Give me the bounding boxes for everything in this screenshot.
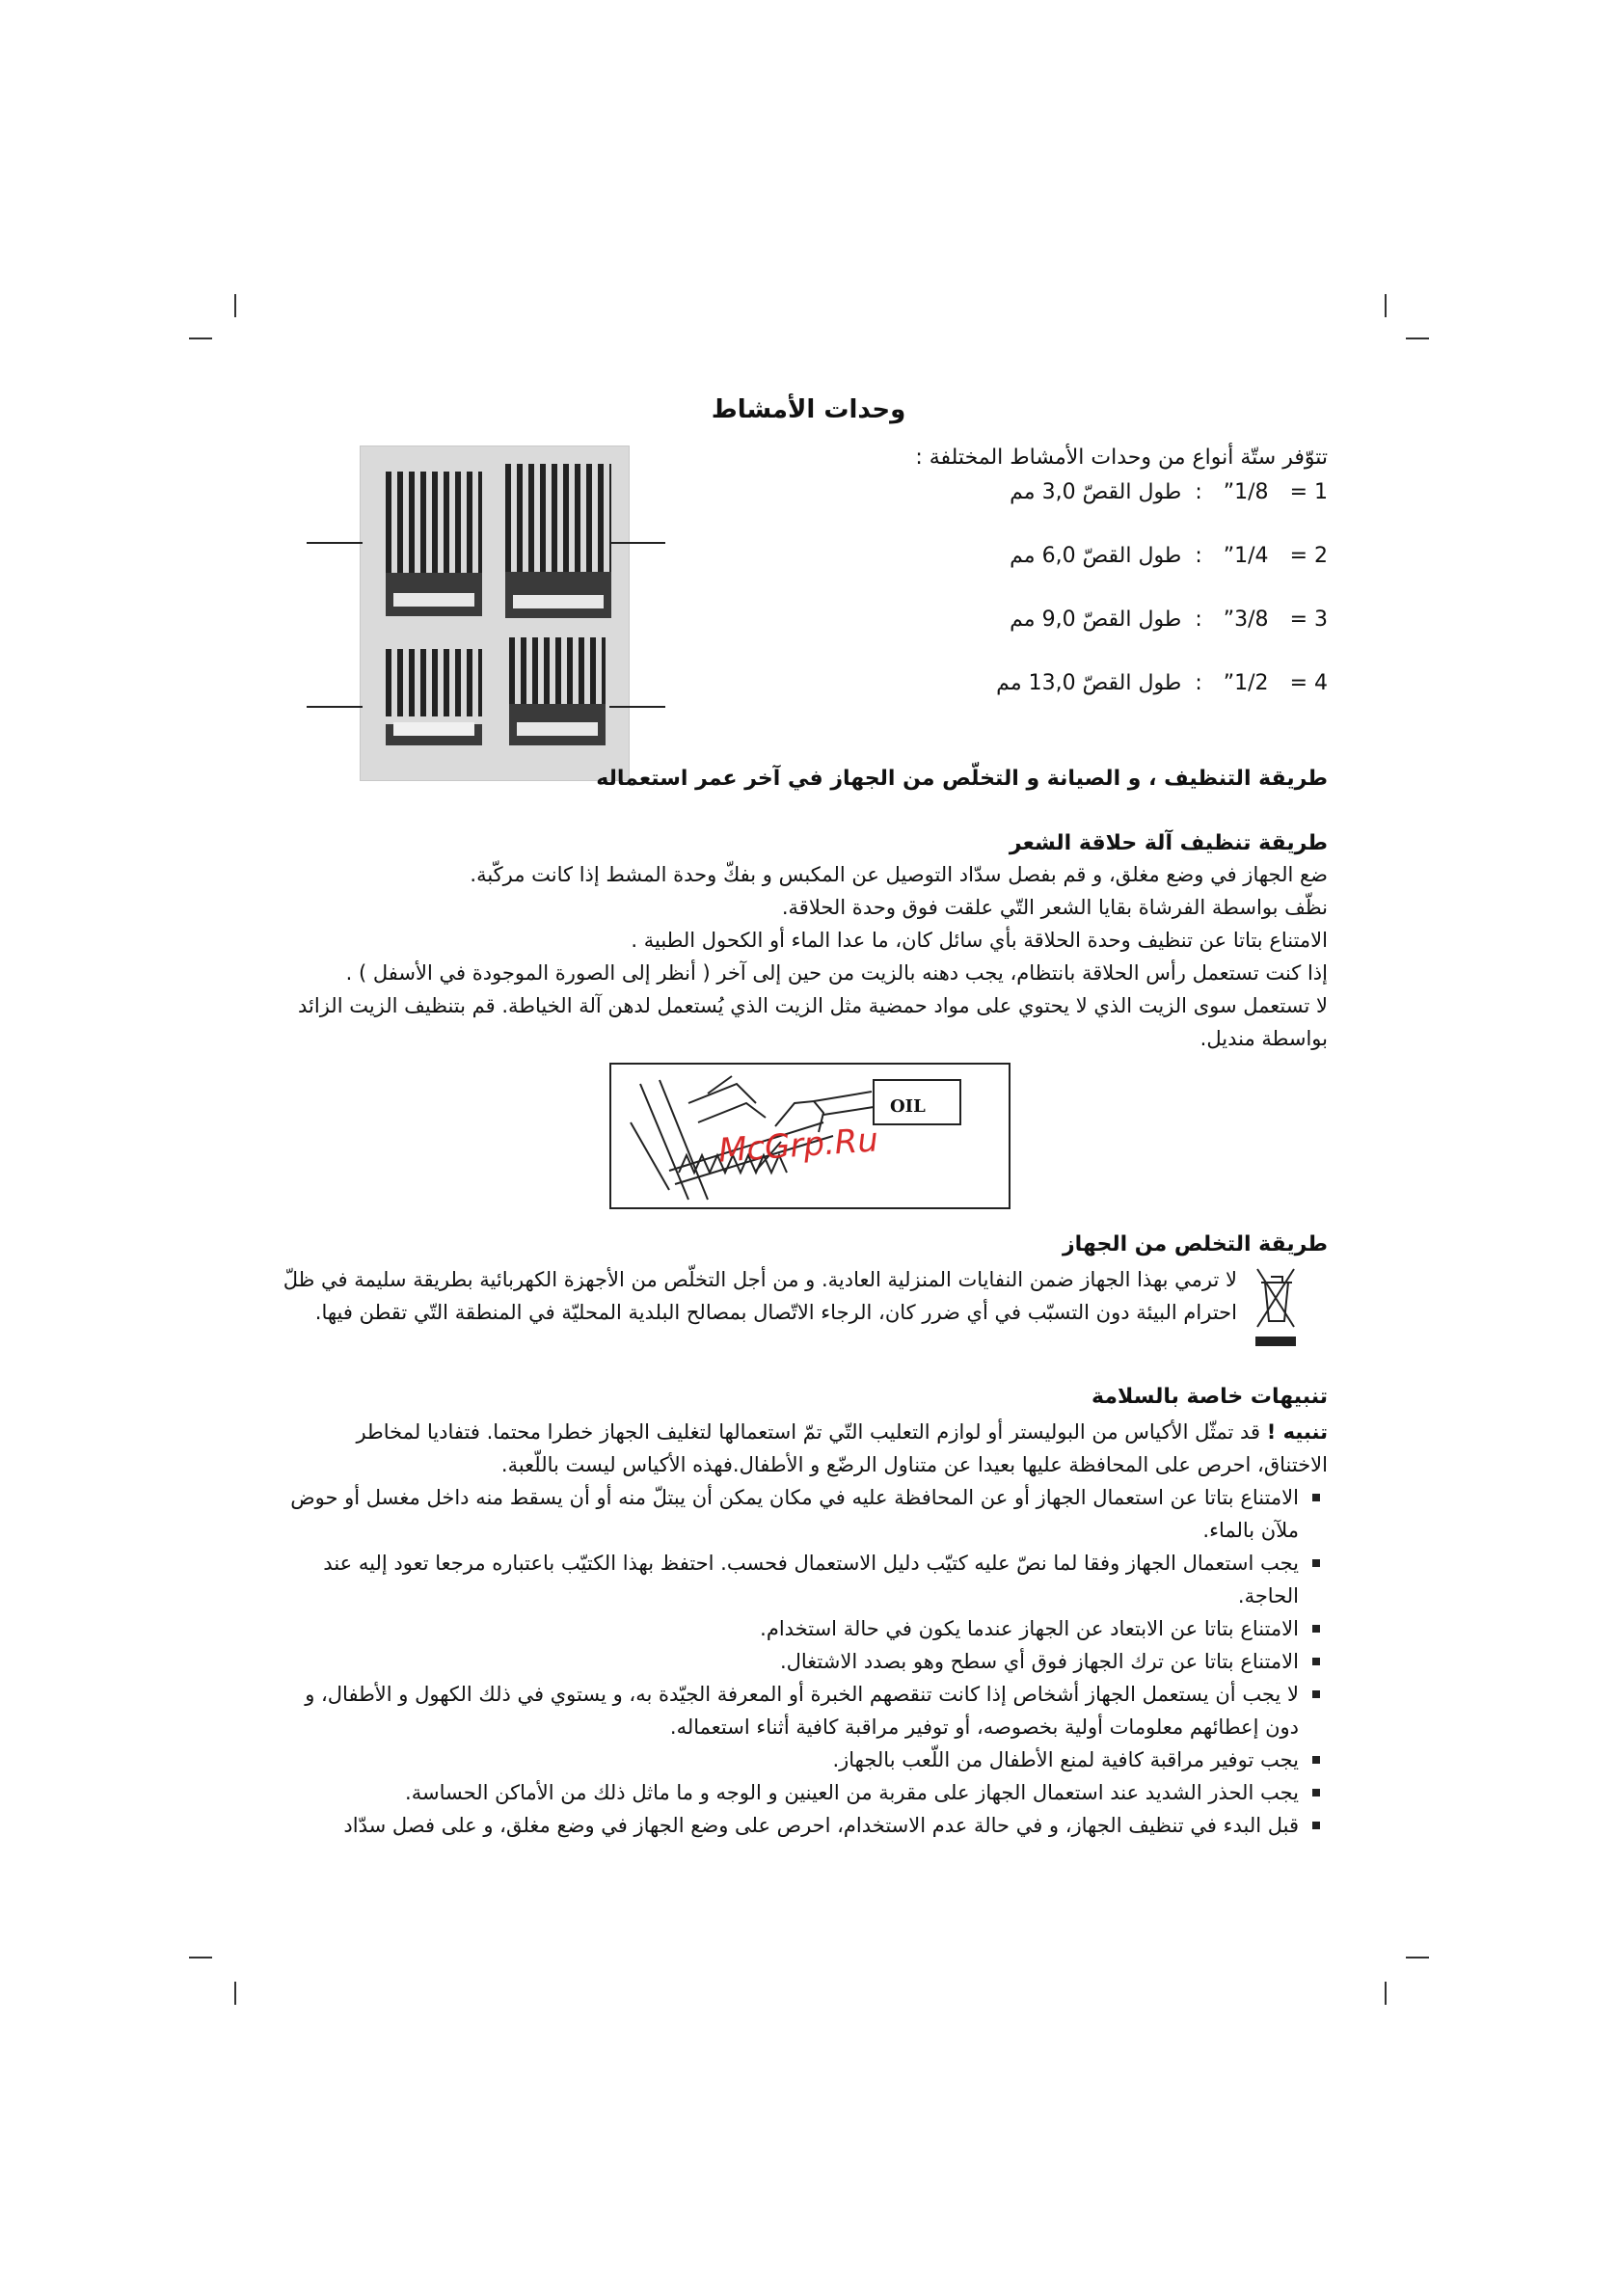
safety-heading: تنبيهات خاصة بالسلامة <box>1091 1385 1328 1409</box>
crop-mark <box>189 338 212 339</box>
safety-bullet: لا يجب أن يستعمل الجهاز أشخاص إذا كانت تنقصهم الخبرة أو المعرفة الجيّدة به، و يستوي في ذلك الكهول و الأطفال، و دون إعطائهم معلومات أولية بخصوصه، أو توفير مراقبة كافية أثناء استعماله. <box>286 1678 1328 1743</box>
disposal-text: لا ترمي بهذا الجهاز ضمن النفايات المنزلية العادية. و من أجل التخلّص من الأجهزة الكهربائية بطريقة سليمة في ظلّ احترام البيئة دون التسبّب في أي ضرر كان، الرجاء الاتّصال بمصالح البلدية المحليّة في المنطقة التّي تقطن فيها. <box>283 1268 1237 1324</box>
cleaning-line: إذا كنت تستعمل رأس الحلاقة بانتظام، يجب دهنه بالزيت من حين إلى آخر ( أنظر إلى الصورة الموجودة في الأسفل ) . <box>345 961 1328 985</box>
comb-unit-image <box>505 464 611 618</box>
warning-paragraph <box>286 1416 1328 1481</box>
safety-bullet: يجب استعمال الجهاز وفقا لما نصّ عليه كتيّب دليل الاستعمال فحسب. احتفظ بهذا الكتيّب باعتباره مرجعا تعود إليه عند الحاجة. <box>286 1547 1328 1612</box>
comb-sizes-list <box>788 480 1328 735</box>
safety-bullet: يجب توفير مراقبة كافية لمنع الأطفال من اللّعب بالجهاز. <box>286 1743 1328 1776</box>
crop-mark <box>1406 1957 1429 1958</box>
safety-bullets <box>286 1481 1328 1842</box>
safety-bullet: الامتناع بتاتا عن الابتعاد عن الجهاز عندما يكون في حالة استخدام. <box>286 1612 1328 1645</box>
cleaning-line: الامتناع بتاتا عن تنظيف وحدة الحلاقة بأي سائل كان، ما عدا الماء أو الكحول الطبية . <box>631 929 1328 952</box>
combs-intro: تتوّفر ستّة أنواع من وحدات الأمشاط المختلفة : <box>915 446 1328 470</box>
size-length: طول القصّ 6,0 مم <box>1010 544 1182 568</box>
oil-label: OIL <box>890 1096 926 1117</box>
size-length: طول القصّ 13,0 مم <box>996 671 1182 695</box>
size-inch: ”1/2 <box>1223 671 1269 695</box>
size-number: 3 = <box>1289 608 1328 632</box>
size-inch: ”3/8 <box>1223 608 1269 632</box>
cleaning-sub-heading: طريقة تنظيف آلة حلاقة الشعر <box>1009 831 1328 855</box>
comb-size-row <box>788 480 1328 544</box>
crossed-bin-icon <box>1253 1261 1298 1348</box>
size-length: طول القصّ 9,0 مم <box>1010 608 1182 632</box>
comb-unit-image <box>386 649 482 745</box>
cleaning-line: ضع الجهاز في وضع مغلق، و قم بفصل سدّاد التوصيل عن المكبس و بفكّ وحدة المشط إذا كانت مركّبة. <box>470 863 1328 886</box>
cleaning-line: لا تستعمل سوى الزيت الذي لا يحتوي على مواد حمضية مثل الزيت الذي يُستعمل لدهن آلة الخياطة. قم بتنظيف الزيت الزائد بواسطة منديل. <box>298 994 1328 1050</box>
cleaning-line: نظّف بواسطة الفرشاة بقايا الشعر التّي علقت فوق وحدة الحلاقة. <box>781 896 1328 919</box>
size-separator: : <box>1195 671 1202 695</box>
cleaning-main-heading: طريقة التنظيف ، و الصيانة و التخلّص من الجهاز في آخر عمر استعماله <box>596 767 1328 791</box>
size-number: 2 = <box>1289 544 1328 568</box>
comb-unit-image <box>386 472 482 616</box>
safety-block <box>286 1416 1328 1842</box>
safety-bullet: قبل البدء في تنظيف الجهاز، و في حالة عدم الاستخدام، احرص على وضع الجهاز في وضع مغلق، و على فصل سدّاد <box>286 1809 1328 1842</box>
comb-units-photo <box>360 446 630 781</box>
cleaning-instructions <box>286 858 1328 1055</box>
callout-line <box>307 706 363 708</box>
comb-unit-image <box>509 637 606 745</box>
crop-mark <box>1385 1982 1387 2005</box>
crop-mark <box>234 294 236 317</box>
size-inch: ”1/4 <box>1223 544 1269 568</box>
crop-mark <box>1385 294 1387 317</box>
callout-line <box>609 706 665 708</box>
size-separator: : <box>1195 480 1202 504</box>
watermark: McGrp.Ru <box>716 1121 880 1171</box>
comb-size-row <box>788 544 1328 608</box>
size-separator: : <box>1195 608 1202 632</box>
comb-size-row <box>788 671 1328 735</box>
crop-mark <box>189 1957 212 1958</box>
safety-bullet: الامتناع بتاتا عن ترك الجهاز فوق أي سطح وهو بصدد الاشتغال. <box>286 1645 1328 1678</box>
crop-mark <box>234 1982 236 2005</box>
size-length: طول القصّ 3,0 مم <box>1010 480 1182 504</box>
safety-bullet: الامتناع بتاتا عن استعمال الجهاز أو عن المحافظة عليه في مكان يمكن أن يبتلّ منه أو أن يسقط منه داخل مغسل أو حوض ملآن بالماء. <box>286 1481 1328 1547</box>
callout-line <box>307 542 363 544</box>
page-title: وحدات الأمشاط <box>711 395 906 424</box>
crop-mark <box>1406 338 1429 339</box>
callout-line <box>609 542 665 544</box>
size-number: 1 = <box>1289 480 1328 504</box>
comb-size-row <box>788 608 1328 671</box>
size-separator: : <box>1195 544 1202 568</box>
size-inch: ”1/8 <box>1223 480 1269 504</box>
safety-bullet: يجب الحذر الشديد عند استعمال الجهاز على مقربة من العينين و الوجه و ما ماثل ذلك من الأماكن الحساسة. <box>286 1776 1328 1809</box>
warning-text: قد تمثّل الأكياس من البوليستر أو لوازم التعليب التّي تمّ استعمالها لتغليف الجهاز خطرا محتما. فتفاديا لمخاطر الاختناق، احرص على المحافظة عليها بعيدا عن متناول الرضّع و الأطفال.فهذه الأكياس ليست باللّعبة. <box>356 1420 1328 1476</box>
size-number: 4 = <box>1289 671 1328 695</box>
warning-label: تنبيه ! <box>1266 1420 1328 1444</box>
disposal-heading: طريقة التخلص من الجهاز <box>1063 1232 1328 1256</box>
